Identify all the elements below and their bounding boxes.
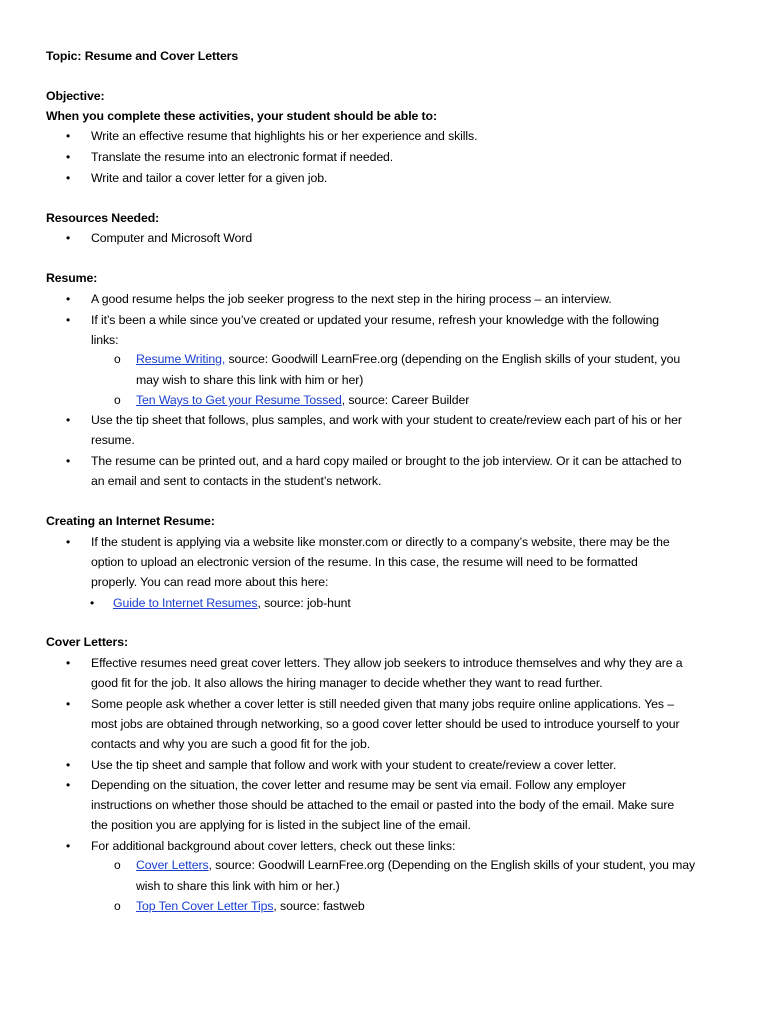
circle-bullet-icon: o [114,858,121,872]
objective-subheading: When you complete these activities, your student should be able to: [46,109,437,123]
cover-sublink-source: , source: Goodwill LearnFree.org (Depending on the English skills of your student, you may [208,858,696,872]
cover-item-continuation: contacts and why you are such a good fit for the job. [91,737,371,751]
bullet-icon: • [66,697,71,711]
resume-sublink-item [136,349,680,369]
cover-sublink-continuation: wish to share this link with him or her.) [136,879,340,893]
circle-bullet-icon: o [114,899,121,913]
resume-heading: Resume: [46,271,98,285]
cover-item: For additional background about cover letters, check out these links: [91,839,456,853]
circle-bullet-icon: o [114,393,121,407]
objective-item: Write an effective resume that highlights his or her experience and skills. [91,129,478,143]
bullet-icon: • [90,596,95,610]
resume-sublink-source: , source: Career Builder [341,393,470,407]
objective-heading: Objective: [46,89,105,103]
guide-internet-resumes-link[interactable]: Guide to Internet Resumes [113,596,258,610]
resume-item-continuation: links: [91,333,119,347]
bullet-icon: • [66,778,71,792]
resume-item: If it’s been a while since you’ve created or updated your resume, refresh your knowledge with the following [91,313,660,327]
bullet-icon: • [66,313,71,327]
internet-item-continuation: option to upload an electronic version of the resume. In this case, the resume will need to be formatted [91,555,638,569]
bullet-icon: • [66,656,71,670]
resume-item: A good resume helps the job seeker progress to the next step in the hiring process – an interview. [91,292,612,306]
bullet-icon: • [66,231,71,245]
top-ten-cover-letter-tips-link[interactable]: Top Ten Cover Letter Tips [136,899,274,913]
bullet-icon: • [66,454,71,468]
resources-item: Computer and Microsoft Word [91,231,253,245]
resume-item: Use the tip sheet that follows, plus samples, and work with your student to create/review each part of his or her [91,413,682,427]
cover-item-continuation: instructions on whether those should be attached to the email or pasted into the body of the email. Make sure [91,798,675,812]
resume-item-continuation: an email and sent to contacts in the student’s network. [91,474,382,488]
internet-item: If the student is applying via a website like monster.com or directly to a company’s website, there may be the [91,535,670,549]
bullet-icon: • [66,129,71,143]
bullet-icon: • [66,535,71,549]
cover-item: Use the tip sheet and sample that follow and work with your student to create/review a cover letter. [91,758,617,772]
cover-item-continuation: most jobs are obtained through networking, so a good cover letter should be used to introduce yourself to your [91,717,680,731]
internet-resume-heading: Creating an Internet Resume: [46,514,215,528]
bullet-icon: • [66,292,71,306]
resources-heading: Resources Needed: [46,211,160,225]
internet-item-continuation: properly. You can read more about this here: [91,575,329,589]
cover-item-continuation: the position you are applying for is listed in the subject line of the email. [91,818,471,832]
cover-sublink-source: , source: fastweb [273,899,365,913]
cover-letters-heading: Cover Letters: [46,635,128,649]
resume-writing-link[interactable]: Resume Writing, [136,352,226,366]
internet-sublink-item [113,593,351,613]
resume-sublink-item [136,390,469,410]
topic-title: Topic: Resume and Cover Letters [46,49,239,63]
resume-sublink-continuation: may wish to share this link with him or her) [136,373,364,387]
cover-item-continuation: good fit for the job. It also allows the hiring manager to decide whether they want to read further. [91,676,603,690]
cover-item: Effective resumes need great cover letters. They allow job seekers to introduce themselves and why they are a [91,656,683,670]
resume-item: The resume can be printed out, and a hard copy mailed or brought to the job interview. Or it can be attached to [91,454,682,468]
resume-item-continuation: resume. [91,433,135,447]
objective-item: Write and tailor a cover letter for a given job. [91,171,328,185]
cover-item: Depending on the situation, the cover letter and resume may be sent via email. Follow any employer [91,778,626,792]
internet-sublink-source: , source: job-hunt [257,596,351,610]
cover-sublink-item [136,896,365,916]
bullet-icon: • [66,839,71,853]
bullet-icon: • [66,171,71,185]
cover-item: Some people ask whether a cover letter is still needed given that many jobs require online applications. Yes – [91,697,675,711]
objective-item: Translate the resume into an electronic format if needed. [91,150,394,164]
ten-ways-resume-tossed-link[interactable]: Ten Ways to Get your Resume Tossed [136,393,342,407]
cover-sublink-item [136,855,695,875]
bullet-icon: • [66,413,71,427]
bullet-icon: • [66,758,71,772]
circle-bullet-icon: o [114,352,121,366]
bullet-icon: • [66,150,71,164]
resume-sublink-source: source: Goodwill LearnFree.org (depending on the English skills of your student, you [225,352,681,366]
cover-letters-link[interactable]: Cover Letters [136,858,209,872]
